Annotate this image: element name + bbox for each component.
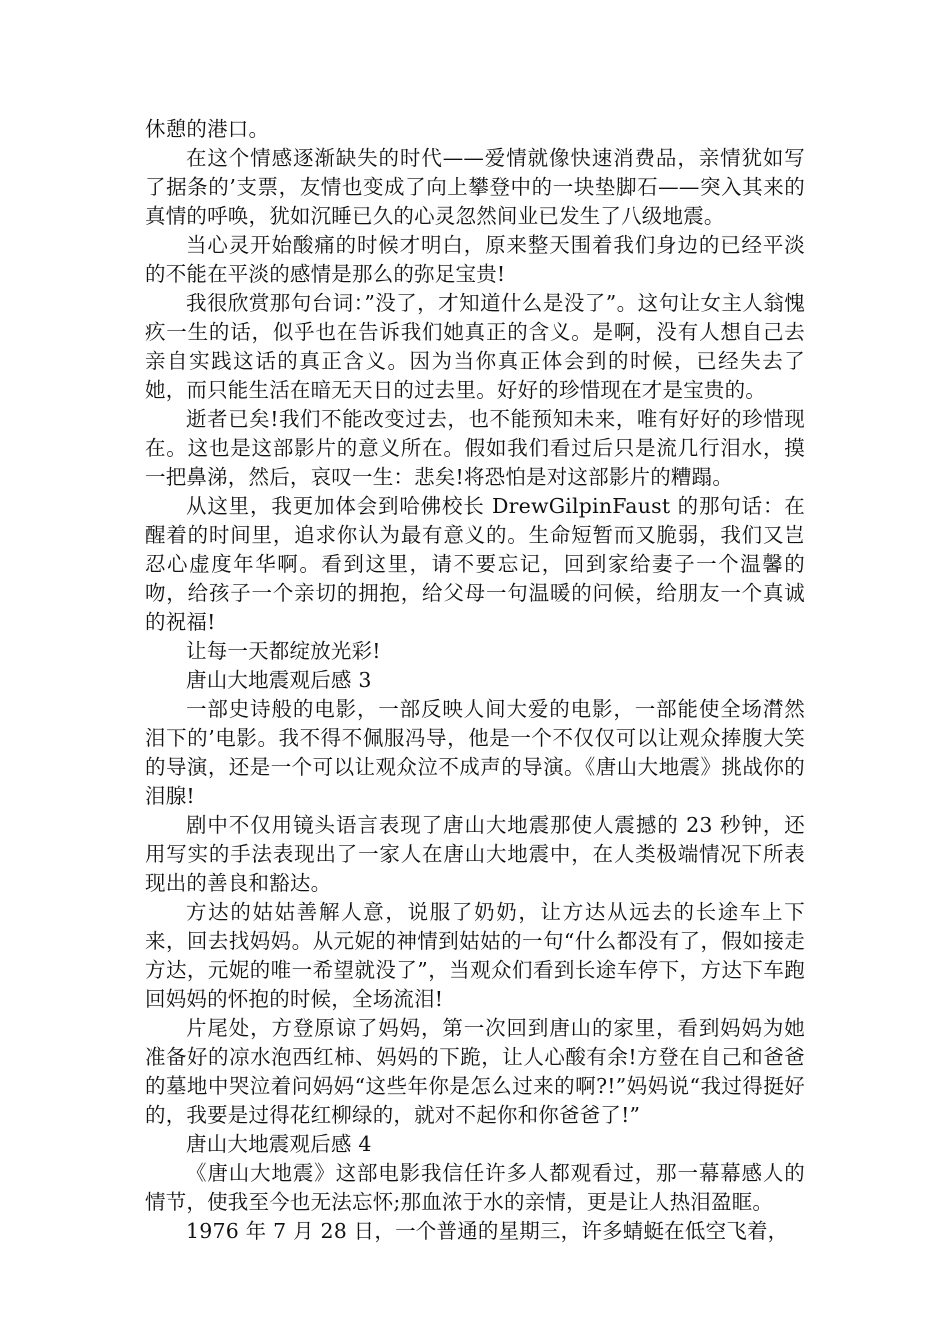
paragraph: 方达的姑姑善解人意，说服了奶奶，让方达从远去的长途车上下来，回去找妈妈。从元妮的神情到姑姑的一句“什么都没有了，假如接走方达，元妮的唯一希望就没了”，当观众们看到长途车停下，方达下车跑回妈妈的怀抱的时候，全场流泪! bbox=[145, 900, 805, 1011]
section-heading: 唐山大地震观后感 4 bbox=[186, 1132, 372, 1156]
paragraph: 逝者已矣!我们不能改变过去，也不能预知未来，唯有好好的珍惜现在。这也是这部影片的意义所在。假如我们看过后只是流几行泪水，摸一把鼻涕，然后，哀叹一生：悲矣!将恐怕是对这部影片的糟蹋。 bbox=[145, 407, 805, 489]
paragraph: 从这里，我更加体会到哈佛校长 DrewGilpinFaust 的那句话：在醒着的时间里，追求你认为最有意义的。生命短暂而又脆弱，我们又岂忍心虚度年华啊。看到这里，请不要忘记，回到家给妻子一个温馨的吻，给孩子一个亲切的拥抱，给父母一句温暖的问候，给朋友一个真诚的祝福! bbox=[145, 494, 805, 634]
section-heading: 唐山大地震观后感 3 bbox=[186, 668, 372, 692]
paragraph: 片尾处，方登原谅了妈妈，第一次回到唐山的家里，看到妈妈为她准备好的凉水泡西红柿、妈妈的下跪，让人心酸有余!方登在自己和爸爸的墓地中哭泣着问妈妈“这些年你是怎么过来的啊?!”妈妈说“我过得挺好的，我要是过得花红柳绿的，就对不起你和你爸爸了!” bbox=[145, 1016, 805, 1127]
paragraph: 我很欣赏那句台词：”没了，才知道什么是没了”。这句让女主人翁愧疚一生的话，似乎也在告诉我们她真正的含义。是啊，没有人想自己去亲自实践这话的真正含义。因为当你真正体会到的时候，已经失去了她，而只能生活在暗无天日的过去里。好好的珍惜现在才是宝贵的。 bbox=[145, 291, 805, 402]
paragraph: 当心灵开始酸痛的时候才明白，原来整天围着我们身边的已经平淡的不能在平淡的感情是那么的弥足宝贵! bbox=[145, 233, 805, 286]
paragraph: 一部史诗般的电影，一部反映人间大爱的电影，一部能使全场潸然泪下的’电影。我不得不佩服冯导，他是一个不仅仅可以让观众捧腹大笑的导演，还是一个可以让观众泣不成声的导演。《唐山大地震》挑战你的泪腺! bbox=[145, 697, 805, 808]
paragraph: 让每一天都绽放光彩! bbox=[186, 639, 381, 663]
paragraph: 在这个情感逐渐缺失的时代——爱情就像快速消费品，亲情犹如写了据条的’支票，友情也变成了向上攀登中的一块垫脚石——突入其来的真情的呼唤，犹如沉睡已久的心灵忽然间业已发生了八级地震。 bbox=[145, 146, 805, 228]
paragraph: 《唐山大地震》这部电影我信任许多人都观看过，那一幕幕感人的情节，使我至今也无法忘怀;那血浓于水的亲情，更是让人热泪盈眶。 bbox=[145, 1161, 805, 1214]
paragraph: 剧中不仅用镜头语言表现了唐山大地震那使人震撼的 23 秒钟，还用写实的手法表现出了一家人在唐山大地震中，在人类极端情况下所表现出的善良和豁达。 bbox=[145, 813, 805, 895]
paragraph: 休憩的港口。 bbox=[145, 117, 270, 141]
document-body bbox=[145, 115, 805, 1246]
paragraph: 1976 年 7 月 28 日，一个普通的星期三，许多蜻蜓在低空飞着， bbox=[186, 1219, 789, 1243]
